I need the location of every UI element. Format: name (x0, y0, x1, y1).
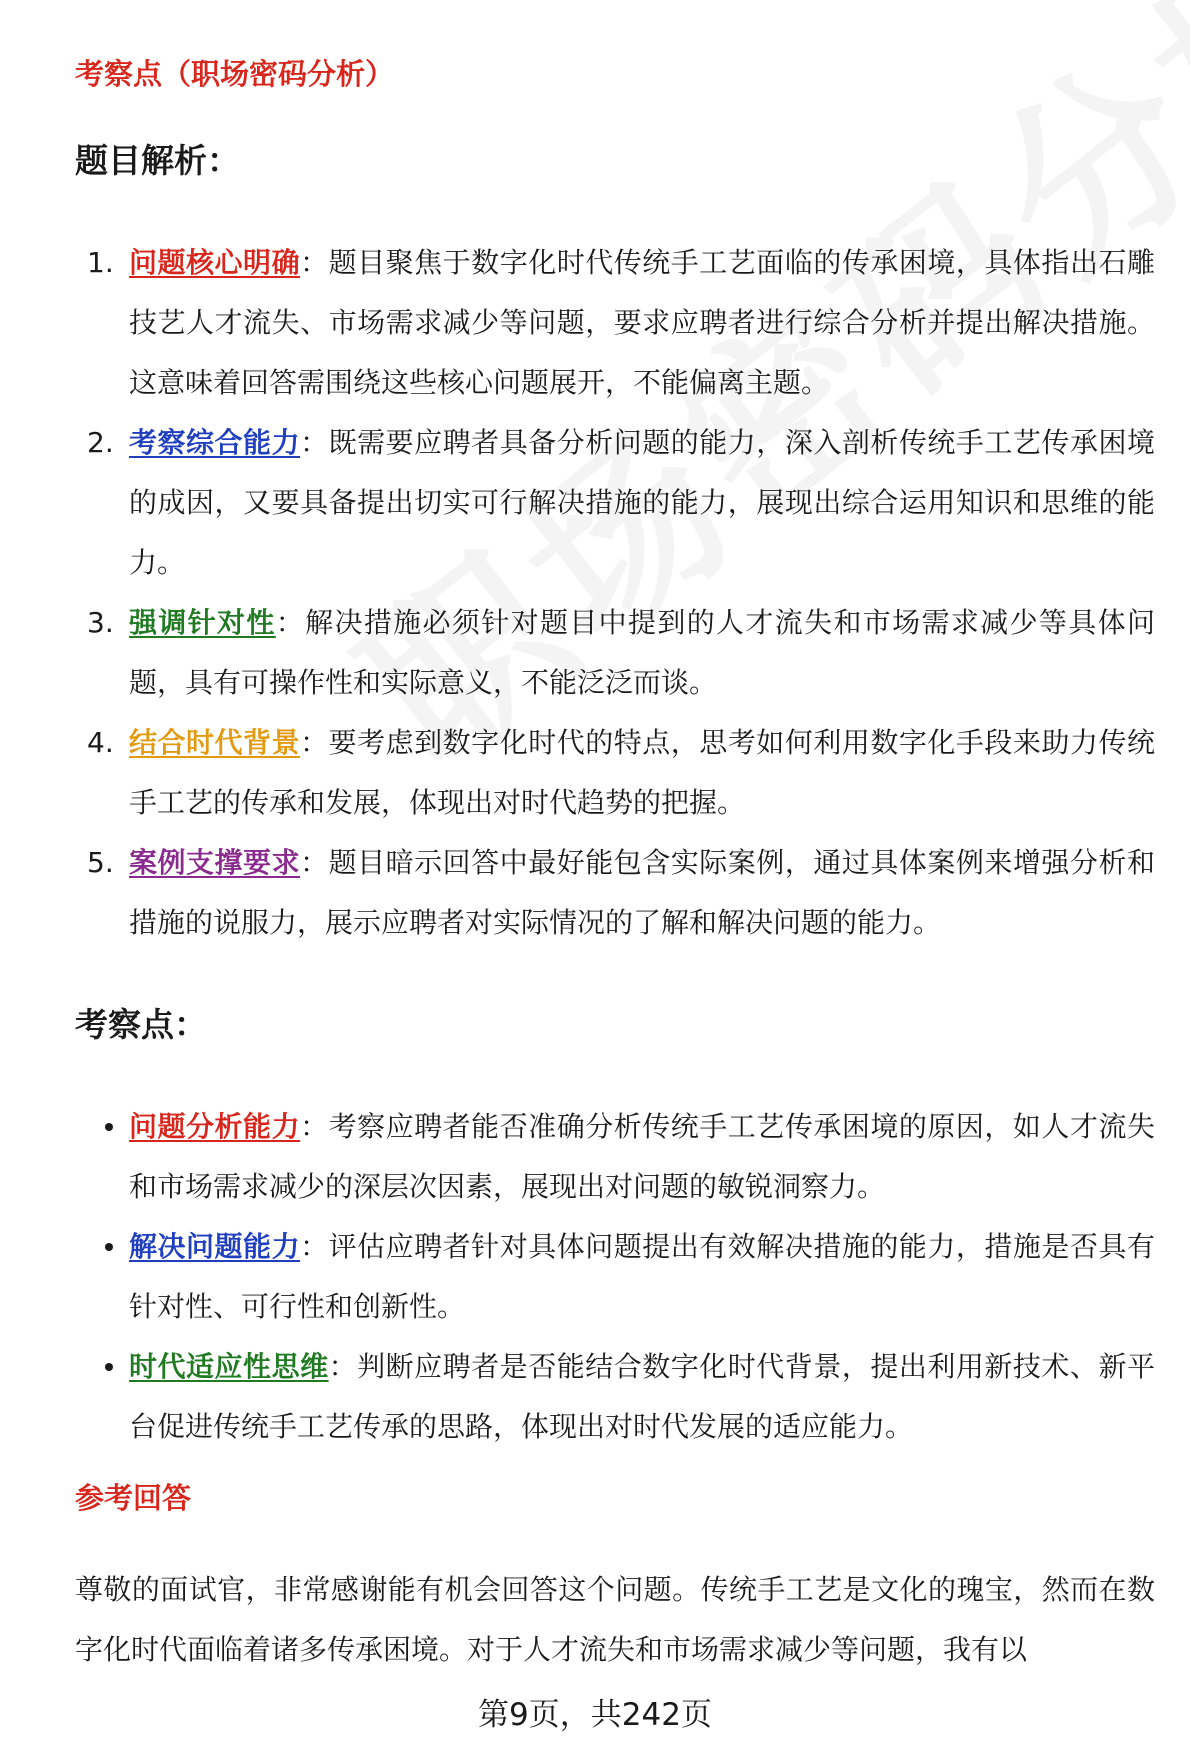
term-label[interactable]: 案例支撑要求 (129, 846, 301, 879)
answer-paragraph: 尊敬的面试官，非常感谢能有机会回答这个问题。传统手工艺是文化的瑰宝，然而在数字化时代面临着诸多传承困境。对于人才流失和市场需求减少等问题，我有以 (75, 1573, 1155, 1666)
item-text: 题目聚焦于数字化时代传统手工艺面临的传承困境，具体指出石雕技艺人才流失、市场需求减少等问题，要求应聘者进行综合分析并提出解决措施。这意味着回答需围绕这些核心问题展开，不能偏离主题。 (129, 246, 1155, 399)
analysis-item-5 (75, 833, 1155, 953)
page-footer: 第9页，共242页 (478, 1697, 712, 1733)
bullet-icon (105, 1123, 113, 1131)
term-label[interactable]: 考察综合能力 (129, 426, 301, 459)
points-item-2 (75, 1217, 1155, 1337)
item-text: 评估应聘者针对具体问题提出有效解决措施的能力，措施是否具有针对性、可行性和创新性。 (129, 1230, 1155, 1323)
heading-question-analysis: 题目解析： (75, 141, 240, 180)
item-text: 解决措施必须针对题目中提到的人才流失和市场需求减少等具体问题，具有可操作性和实际意义，不能泛泛而谈。 (129, 606, 1155, 699)
analysis-item-4 (75, 713, 1155, 833)
separator: ： (300, 246, 329, 279)
term-label[interactable]: 强调针对性 (129, 606, 276, 639)
analysis-item-3 (75, 593, 1155, 713)
separator: ： (300, 1230, 329, 1263)
separator: ： (300, 726, 329, 759)
term-label[interactable]: 时代适应性思维 (129, 1350, 329, 1383)
item-text: 要考虑到数字化时代的特点，思考如何利用数字化手段来助力传统手工艺的传承和发展，体现出对时代趋势的把握。 (129, 726, 1155, 819)
section-heading-reference-answer: 参考回答 (75, 1481, 192, 1515)
separator: ： (300, 426, 329, 459)
term-label[interactable]: 问题核心明确 (129, 246, 301, 279)
term-label[interactable]: 结合时代背景 (129, 726, 301, 759)
term-label[interactable]: 解决问题能力 (129, 1230, 301, 1263)
points-item-3 (75, 1337, 1155, 1457)
bullet-icon (105, 1363, 113, 1371)
separator: ： (328, 1350, 358, 1383)
item-text: 判断应聘者是否能结合数字化时代背景，提出利用新技术、新平台促进传统手工艺传承的思路，体现出对时代发展的适应能力。 (129, 1350, 1155, 1443)
reference-answer (75, 1560, 1155, 1680)
list-number: 3. (87, 606, 114, 639)
separator: ： (275, 606, 306, 639)
points-list (75, 1097, 1155, 1457)
analysis-list (75, 233, 1155, 953)
item-text: 既需要应聘者具备分析问题的能力，深入剖析传统手工艺传承困境的成因，又要具备提出切实可行解决措施的能力，展现出综合运用知识和思维的能力。 (129, 426, 1155, 579)
list-number: 2. (87, 426, 114, 459)
section-heading-exam-points: 考察点（职场密码分析） (75, 57, 395, 91)
list-number: 4. (87, 726, 114, 759)
list-number: 5. (87, 846, 114, 879)
separator: ： (300, 1110, 329, 1143)
item-text: 考察应聘者能否准确分析传统手工艺传承困境的原因，如人才流失和市场需求减少的深层次因素，展现出对问题的敏锐洞察力。 (129, 1110, 1155, 1203)
bullet-icon (105, 1243, 113, 1251)
list-number: 1. (87, 246, 114, 279)
separator: ： (300, 846, 329, 879)
item-text: 题目暗示回答中最好能包含实际案例，通过具体案例来增强分析和措施的说服力，展示应聘者对实际情况的了解和解决问题的能力。 (129, 846, 1155, 939)
heading-exam-points: 考察点： (75, 1005, 207, 1044)
points-item-1 (75, 1097, 1155, 1217)
term-label[interactable]: 问题分析能力 (129, 1110, 301, 1143)
analysis-item-1 (75, 233, 1155, 413)
analysis-item-2 (75, 413, 1155, 593)
